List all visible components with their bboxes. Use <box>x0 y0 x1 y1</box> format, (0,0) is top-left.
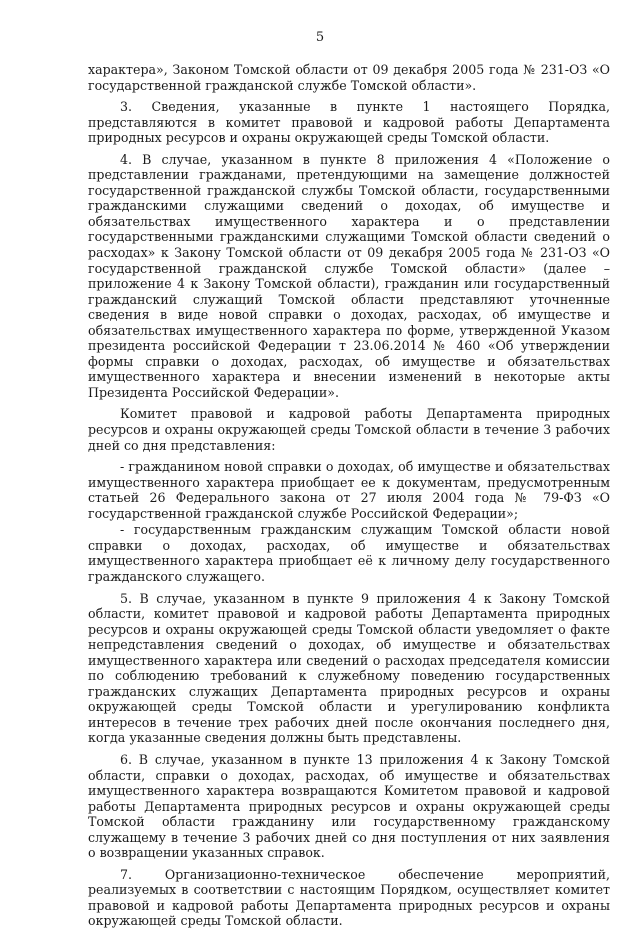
paragraph-item-5: 5. В случае, указанном в пункте 9 приложения 4 к Закону Томской области, комитет правовой и кадровой работы Департамента природных ресурсов и охраны окружающей среды Томской области уведомляет о факте непредставления сведений о доходах, об имуществе и обязательствах имущественного характера или сведений о расходах председателя комиссии по соблюдению требований к служебному поведению государственных гражданских служащих Департамента природных ресурсов и охраны окружающей среды Томской области и урегулированию конфликта интересов в течение трех рабочих дней после окончания последнего дня, когда указанные сведения должны быть представлены. <box>88 590 610 746</box>
page-number: 5 <box>315 30 325 45</box>
paragraph-item-4: 4. В случае, указанном в пункте 8 приложения 4 «Положение о представлении гражданами, претендующими на замещение должностей государственной гражданской службы Томской области, государственными гражданскими служащими сведений о доходах, об имуществе и обязательствах имущественного характера и о представлении государственными гражданскими служащими Томской области сведений о расходах» к Закону Томской области от 09 декабря 2005 года № 231-ОЗ «О государственной гражданской службе Томской области» (далее – приложение 4 к Закону Томской области), гражданин или государственный гражданский служащий Томской области представляют уточненные сведения в виде новой справки о доходах, расходах, об имуществе и обязательствах имущественного характера по форме, утвержденной Указом президента российской Федерации т 23.06.2014 № 460 «Об утверждении формы справки о доходах, расходах, об имуществе и обязательствах имущественного характера и внесении изменений в некоторые акты Президента Российской Федерации». <box>88 151 610 400</box>
paragraph-dash-citizen: - гражданином новой справки о доходах, об имуществе и обязательствах имущественного характера приобщает ее к документам, предусмотренным статьей 26 Федерального закона от 27 июля 2004 года № 79-ФЗ «О государственной гражданской службе Российской Федерации»; <box>88 459 610 521</box>
paragraph-item-6: 6. В случае, указанном в пункте 13 приложения 4 к Закону Томской области, справки о доходах, расходах, об имуществе и обязательствах имущественного характера возвращаются Комитетом правовой и кадровой работы Департамента природных ресурсов и охраны окружающей среды Томской области гражданину или государственному гражданскому служащему в течение 3 рабочих дней со дня поступления от них заявления о возвращении указанных справок. <box>88 751 610 861</box>
paragraph-committee-duties: Комитет правовой и кадровой работы Департамента природных ресурсов и охраны окружающей среды Томской области в течение 3 рабочих дней со дня представления: <box>88 406 610 453</box>
paragraph-item-3: 3. Сведения, указанные в пункте 1 настоящего Порядка, представляются в комитет правовой и кадровой работы Департамента природных ресурсов и охраны окружающей среды Томской области. <box>88 99 610 146</box>
paragraph-continuation: характера», Законом Томской области от 09 декабря 2005 года № 231-ОЗ «О государственной гражданской службе Томской области». <box>88 62 610 93</box>
paragraph-dash-servant: - государственным гражданским служащим Томской области новой справки о доходах, расходах, об имуществе и обязательствах имущественного характера приобщает её к личному делу государственного гражданского служащего. <box>88 522 610 584</box>
document-body <box>88 62 610 935</box>
paragraph-item-7: 7. Организационно-техническое обеспечение мероприятий, реализуемых в соответствии с настоящим Порядком, осуществляет комитет правовой и кадровой работы Департамента природных ресурсов и охраны окружающей среды Томской области. <box>88 866 610 929</box>
